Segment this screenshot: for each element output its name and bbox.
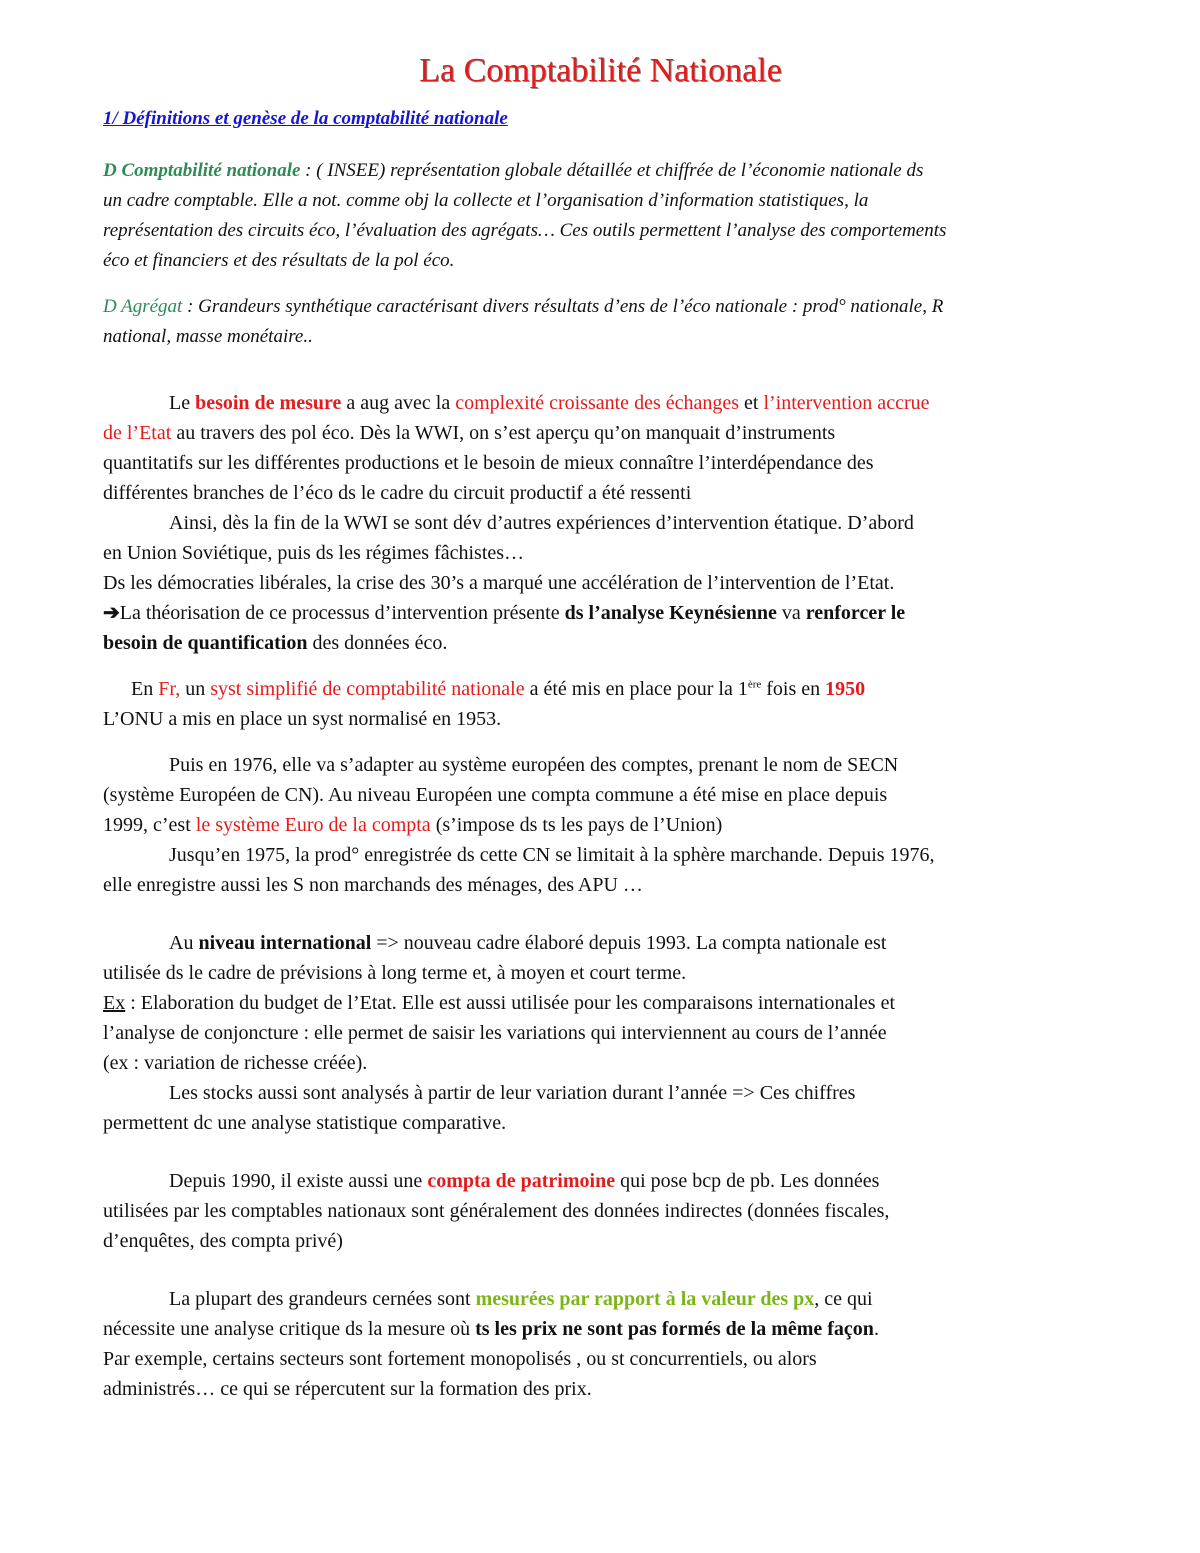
page-title: La Comptabilité Nationale	[419, 52, 782, 89]
paragraph-france-1950: En Fr, un syst simplifié de comptabilité nationale a été mis en place pour la 1ère fois en 1950 L’ONU a mis en place un syst normalisé en 1953.	[103, 678, 866, 730]
arrow-icon: ➔	[103, 602, 120, 624]
paragraph-compta-patrimoine: Depuis 1990, il existe aussi une compta de patrimoine qui pose bcp de pb. Les données utilisées par les comptables nationaux sont généralement des données indirectes (données fiscales, d’enquêtes, des compta privé)	[103, 1170, 890, 1252]
paragraph-niveau-international: Au niveau international => nouveau cadre élaboré depuis 1993. La compta nationale est utilisée ds le cadre de prévisions à long terme et, à moyen et court terme. Ex : Elaboration du budget de l’Etat. Elle est aussi utilisée pour les comparaisons internationales et l’analyse de conjoncture : elle permet de saisir les variations qui interviennent au cours de l’année (ex : variation de richesse créée). Les stocks aussi sont analysés à partir de leur variation durant l’année => Ces chiffres permettent dc une analyse statistique comparative.	[103, 932, 896, 1134]
paragraph-valeur-des-px: La plupart des grandeurs cernées sont mesurées par rapport à la valeur des px, ce qui nécessite une analyse critique ds la mesure où ts les prix ne sont pas formés de la même façon. Par exemple, certains secteurs sont fortement monopolisés , ou st concurrentiels, ou alors administrés… ce qui se répercutent sur la formation des prix.	[103, 1288, 879, 1400]
section-heading-1: 1/ Définitions et genèse de la comptabilité nationale	[103, 108, 508, 129]
paragraph-interventions: Ainsi, dès la fin de la WWI se sont dév d’autres expériences d’intervention étatique. D’abord en Union Soviétique, puis ds les régimes fâchistes… Ds les démocraties libérales, la crise des 30’s a marqué une accélération de l’intervention de l’Etat. ➔La théorisation de ce processus d’intervention présente ds l’analyse Keynésienne va renforcer le besoin de quantification des données éco.	[103, 512, 914, 654]
highlight-text: de l’Etat	[103, 422, 172, 444]
highlight-text: complexité croissante des échanges	[455, 392, 740, 414]
paragraph-secn: Puis en 1976, elle va s’adapter au système européen des comptes, prenant le nom de SECN (système Européen de CN). Au niveau Européen une compta commune a été mise en place depuis 1999, c’est le système Euro de la compta (s’impose ds ts les pays de l’Union) Jusqu’en 1975, la prod° enregistrée ds cette CN se limitait à la sphère marchande. Depuis 1976, elle enregistre aussi les S non marchands des ménages, des APU …	[103, 754, 935, 896]
definition-agregat: D Agrégat : Grandeurs synthétique caractérisant divers résultats d’ens de l’éco nationale : prod° nationale, R national, masse monétaire..	[103, 296, 944, 347]
highlight-text: l’intervention accrue	[763, 392, 930, 414]
highlight-text: besoin de mesure	[195, 392, 342, 414]
paragraph-besoin-de-mesure: Le besoin de mesure a aug avec la complexité croissante des échanges et l’intervention accrue de l’Etat au travers des pol éco. Dès la WWI, on s’est aperçu qu’on manquait d’instruments quantitatifs sur les différentes productions et le besoin de mieux connaître l’interdépendance des différentes branches de l’éco ds le cadre du circuit productif a été ressenti	[103, 392, 930, 504]
definition-term: D Comptabilité nationale	[103, 160, 301, 181]
definition-term: D Agrégat	[103, 296, 183, 317]
document-page	[103, 52, 1098, 1404]
definition-comptabilite-nationale: D Comptabilité nationale : ( INSEE) représentation globale détaillée et chiffrée de l’économie nationale ds un cadre comptable. Elle a not. comme obj la collecte et l’organisation d’information statistiques, la représentation des circuits éco, l’évaluation des agrégats… Ces outils permettent l’analyse des comportements éco et financiers et des résultats de la pol éco.	[103, 160, 947, 271]
